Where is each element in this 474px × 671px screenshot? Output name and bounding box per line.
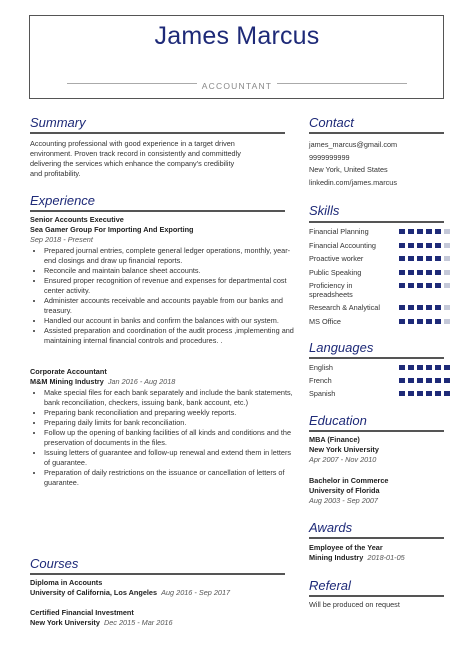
language-rating [399,391,450,396]
award-1: Employee of the Year Mining Industry 2018-01-05 [309,543,405,562]
job-1-header [30,215,290,245]
skill-label: Financial Accounting [309,240,376,250]
rating-dot [444,305,450,310]
skill-rating [399,270,450,275]
list-item: • Preparing daily limits for bank reconciliation. [44,418,296,428]
rating-dot [435,319,441,324]
rating-dot [399,270,405,275]
rating-dot [399,319,405,324]
rating-dot [444,283,450,288]
contact-block [309,139,449,189]
skill-label: MS Office [309,316,341,326]
courses-rule [30,573,285,575]
list-item: • Make special files for each bank separately and include the bank statements, bank reconciliation, checkers, issuing bank, bank account, etc.) [44,388,296,408]
rating-dot [408,365,414,370]
referal-text: Will be produced on request [309,600,400,609]
rating-dot [435,378,441,383]
rating-dot [444,365,450,370]
rating-dot [426,243,432,248]
education-2: Bachelor in Commerce University of Florida Aug 2003 - Sep 2007 [309,476,389,505]
language-label: Spanish [309,389,336,398]
rating-dot [444,391,450,396]
referal-heading: Referal [309,578,351,593]
experience-heading: Experience [30,193,96,208]
rating-dot [444,319,450,324]
job-2-dates: Jan 2016 - Aug 2018 [107,377,176,386]
language-label: French [309,376,332,385]
skill-rating [399,305,450,310]
rating-dot [399,229,405,234]
rating-dot [444,270,450,275]
rating-dot [408,243,414,248]
job-2-company: M&M Mining Industry [30,377,104,386]
rating-dot [435,243,441,248]
rating-dot [426,256,432,261]
rating-dot [408,391,414,396]
education-1: MBA (Finance) New York University Apr 2007 - Nov 2010 [309,435,379,464]
referal-rule [309,595,444,597]
skill-label: Public Speaking [309,267,362,277]
job-2-bullets [30,388,296,488]
list-item: • Preparation of daily restrictions on the issuance or cancellation of letters of guarantee. [44,468,296,488]
contact-linkedin: linkedin.com/james.marcus [309,177,397,187]
summary-rule [30,132,285,134]
job-1-company: Sea Gamer Group For Importing And Exporting [30,225,194,234]
job-2-header [30,367,290,387]
skill-rating [399,256,450,261]
job-1-dates: Sep 2018 - Present [30,235,93,244]
rating-dot [408,378,414,383]
rating-dot [399,256,405,261]
course-2: Certified Financial Investment New York University Dec 2015 - Mar 2016 [30,608,173,627]
summary-text: Accounting professional with good experience in a target driven environment. Proven track record in consistently and committedly delivering the services which enhance the company's credibility and profitability. [30,139,241,178]
contact-rule [309,132,444,134]
title-wrap [0,76,474,94]
job-1-role: Senior Accounts Executive [30,215,124,224]
rating-dot [417,229,423,234]
rating-dot [417,283,423,288]
rating-dot [435,229,441,234]
rating-dot [408,229,414,234]
rating-dot [435,365,441,370]
rating-dot [426,305,432,310]
job-title: ACCOUNTANT [198,81,276,91]
skill-label: Proficiency in spreadsheets [309,281,353,299]
contact-location: New York, United States [309,165,388,174]
rating-dot [399,283,405,288]
awards-rule [309,537,444,539]
awards-heading: Awards [309,520,353,535]
contact-heading: Contact [309,115,354,130]
list-item: • Assisted preparation and coordination of the audit process ,implementing and maintaining internal financial controls and procedures. . [44,326,296,346]
rating-dot [435,283,441,288]
rating-dot [444,378,450,383]
rating-dot [399,391,405,396]
job-2-role: Corporate Accountant [30,367,107,376]
rating-dot [399,378,405,383]
rating-dot [408,256,414,261]
list-item: • Preparing bank reconciliation and preparing weekly reports. [44,408,296,418]
rating-dot [417,270,423,275]
skill-label: Research & Analytical [309,303,380,312]
rating-dot [444,256,450,261]
rating-dot [435,256,441,261]
contact-phone: 9999999999 [309,152,350,162]
rating-dot [435,391,441,396]
rating-dot [426,378,432,383]
rating-dot [408,283,414,288]
rating-dot [408,305,414,310]
rating-dot [426,391,432,396]
skill-rating [399,283,450,288]
rating-dot [444,243,450,248]
education-rule [309,430,444,432]
rating-dot [426,283,432,288]
list-item: • Follow up the opening of banking facilities of all kinds and conditions and the preservation of documents in the files. [44,428,296,448]
rating-dot [444,229,450,234]
skill-label: Financial Planning [309,227,369,236]
language-rating [399,365,450,370]
rating-dot [417,378,423,383]
candidate-name: James Marcus [154,22,320,50]
rating-dot [417,256,423,261]
skill-rating [399,229,450,234]
rating-dot [417,243,423,248]
summary-heading: Summary [30,115,86,130]
skills-heading: Skills [309,203,340,218]
courses-heading: Courses [30,556,79,571]
list-item: • Prepared journal entries, complete general ledger operations, monthly, year-end closings and draw up financial reports. [44,246,296,266]
rating-dot [417,305,423,310]
rating-dot [408,270,414,275]
languages-heading: Languages [309,340,374,355]
list-item: • Handled our account in banks and confirm the balances with our system. [44,316,296,326]
list-item: • Reconcile and maintain balance sheet accounts. [44,266,296,276]
skill-rating [399,319,450,324]
rating-dot [417,319,423,324]
experience-rule [30,210,285,212]
skills-rule [309,221,444,223]
skill-label: Proactive worker [309,254,364,263]
rating-dot [426,229,432,234]
contact-email: james_marcus@gmail.com [309,140,398,149]
rating-dot [399,365,405,370]
rating-dot [417,365,423,370]
job-1-bullets [30,246,296,346]
skill-rating [399,243,450,248]
rating-dot [399,243,405,248]
rating-dot [426,365,432,370]
rating-dot [417,391,423,396]
rating-dot [426,319,432,324]
rating-dot [435,270,441,275]
language-label: English [309,363,333,372]
list-item: • Administer accounts receivable and accounts payable from our banks and treasury. [44,296,296,316]
rating-dot [399,305,405,310]
education-heading: Education [309,413,367,428]
languages-rule [309,357,444,359]
rating-dot [426,270,432,275]
rating-dot [435,305,441,310]
list-item: • Ensured proper recognition of revenue and expenses for departmental cost center activity. [44,276,296,296]
course-1: Diploma in Accounts University of California, Los Angeles Aug 2016 - Sep 2017 [30,578,231,597]
language-rating [399,378,450,383]
list-item: • Issuing letters of guarantee and follow-up renewal and extend them in letters of guarantee. [44,448,296,468]
rating-dot [408,319,414,324]
